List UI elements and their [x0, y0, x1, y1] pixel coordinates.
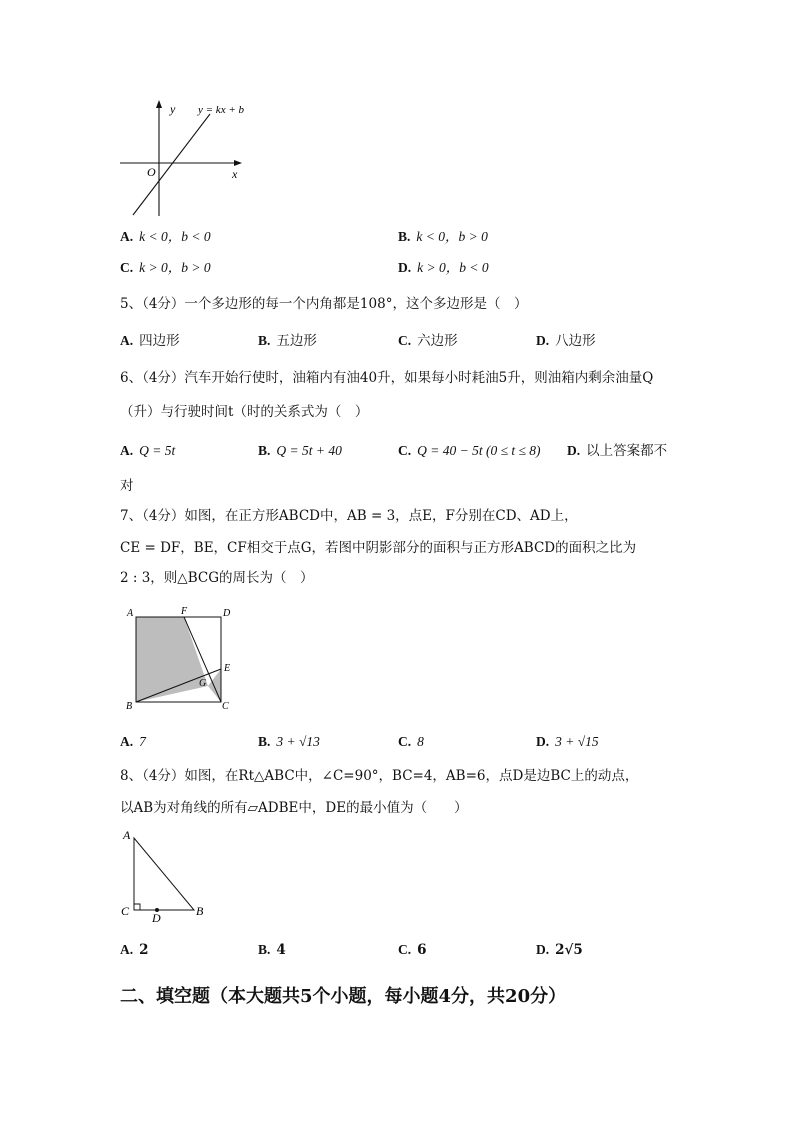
figure-square: [122, 605, 238, 713]
q8-stem-line1: 8、（4分）如图，在Rt△ABC中，∠C=90°，BC=4，AB=6，点D是边BC上的动点，: [120, 768, 639, 784]
option-text: 2: [139, 942, 149, 958]
option-label: C.: [398, 443, 412, 458]
label-d: D: [223, 608, 231, 619]
q5-option-a[interactable]: [120, 334, 180, 349]
label-f: F: [181, 606, 188, 617]
q8-option-b[interactable]: [258, 943, 286, 958]
option-text: Q = 5t + 40: [276, 443, 342, 458]
option-label: D.: [567, 443, 581, 458]
option-text: 6: [417, 942, 427, 958]
option-label: D.: [536, 734, 550, 749]
label-c: C: [222, 701, 229, 712]
q8-option-a[interactable]: [120, 943, 149, 958]
option-label: B.: [258, 443, 271, 458]
shaded-region: [136, 617, 208, 702]
option-text: 四边形: [139, 333, 180, 349]
origin-label: O: [147, 165, 156, 179]
x-axis-label: x: [232, 167, 238, 181]
option-text: k > 0，b < 0: [417, 260, 489, 275]
option-label: C.: [398, 333, 412, 348]
option-label: B.: [258, 942, 271, 957]
option-text: 8: [417, 734, 424, 749]
q8-option-d[interactable]: [536, 943, 583, 958]
option-text: k < 0，b < 0: [139, 229, 211, 244]
option-text: k > 0，b > 0: [139, 260, 211, 275]
option-text: 八边形: [555, 333, 596, 349]
q5-option-b[interactable]: [258, 334, 317, 349]
option-text: Q = 5t: [139, 443, 176, 458]
q4-option-c[interactable]: [120, 261, 211, 275]
option-label: D.: [536, 942, 550, 957]
q8-stem-line2: 以AB为对角线的所有▱ADBE中，DE的最小值为（ ）: [120, 800, 468, 816]
q6-stem-line2: （升）与行驶时间t（时的关系式为（ ）: [120, 404, 369, 420]
option-label: A.: [120, 229, 134, 244]
option-text: 4: [276, 942, 286, 958]
label-c: C: [121, 904, 130, 918]
label-a: A: [123, 828, 131, 842]
line-label: y = kx + b: [198, 104, 244, 116]
option-label: A.: [120, 333, 134, 348]
y-axis-arrow: [156, 100, 162, 108]
option-text: 2√5: [555, 942, 583, 958]
option-label: C.: [398, 734, 412, 749]
option-text: 六边形: [417, 333, 458, 349]
label-e: E: [224, 663, 231, 674]
q6-option-c[interactable]: [398, 444, 541, 458]
q4-option-d[interactable]: [398, 261, 489, 275]
q6-option-b[interactable]: [258, 444, 342, 458]
q4-option-b[interactable]: [398, 230, 488, 244]
q7-stem-line2: CE = DF，BE，CF相交于点G，若图中阴影部分的面积与正方形ABCD的面积之比为: [120, 540, 637, 556]
q7-option-c[interactable]: [398, 735, 424, 749]
q6-stem-line1: 6、（4分）汽车开始行使时，油箱内有油40升，如果每小时耗油5升，则油箱内剩余油量Q: [120, 370, 654, 386]
label-d: D: [152, 911, 161, 925]
q7-stem-line1: 7、（4分）如图，在正方形ABCD中，AB = 3，点E，F分别在CD、AD上，: [120, 508, 578, 524]
option-text: Q = 40 − 5t (0 ≤ t ≤ 8): [417, 443, 541, 458]
figure-right-triangle: [116, 826, 216, 926]
q6-option-a[interactable]: [120, 444, 175, 458]
q7-option-d[interactable]: [536, 735, 599, 749]
option-text: 五边形: [276, 333, 317, 349]
option-text: 以上答案都不: [586, 443, 668, 459]
q5-stem: 5、（4分）一个多边形的每一个内角都是108°，这个多边形是（ ）: [120, 296, 528, 312]
q6-option-d[interactable]: [567, 444, 667, 459]
option-label: A.: [120, 734, 134, 749]
label-b: B: [126, 701, 133, 712]
option-label: C.: [398, 942, 412, 957]
option-text: 7: [139, 734, 146, 749]
option-label: A.: [120, 443, 134, 458]
option-text: 3 + √13: [276, 734, 320, 749]
option-label: D.: [536, 333, 550, 348]
q5-option-d[interactable]: [536, 334, 596, 349]
option-label: B.: [258, 734, 271, 749]
right-angle-mark: [134, 904, 140, 910]
q6-option-d-wrap: 对: [120, 478, 134, 494]
q7-option-b[interactable]: [258, 735, 320, 749]
y-axis-label: y: [170, 102, 176, 116]
triangle-abc: [134, 838, 194, 910]
option-text: 3 + √15: [555, 734, 599, 749]
option-label: C.: [120, 260, 134, 275]
option-text: k < 0，b > 0: [416, 229, 488, 244]
figure-linear-function: [118, 96, 268, 220]
q5-option-c[interactable]: [398, 334, 458, 349]
section-heading-fill-in: 二、填空题（本大题共5个小题，每小题4分，共20分）: [120, 986, 567, 1007]
label-a: A: [127, 608, 134, 619]
label-b: B: [196, 904, 204, 918]
q7-option-a[interactable]: [120, 735, 146, 749]
label-g: G: [199, 678, 207, 689]
option-label: B.: [258, 333, 271, 348]
x-axis-arrow: [234, 160, 242, 166]
graph-line: [133, 114, 210, 215]
q8-option-c[interactable]: [398, 943, 427, 958]
option-label: A.: [120, 942, 134, 957]
q7-stem-line3: 2 : 3，则△BCG的周长为（ ）: [120, 570, 314, 586]
option-label: D.: [398, 260, 412, 275]
q4-option-a[interactable]: [120, 230, 211, 244]
option-label: B.: [398, 229, 411, 244]
